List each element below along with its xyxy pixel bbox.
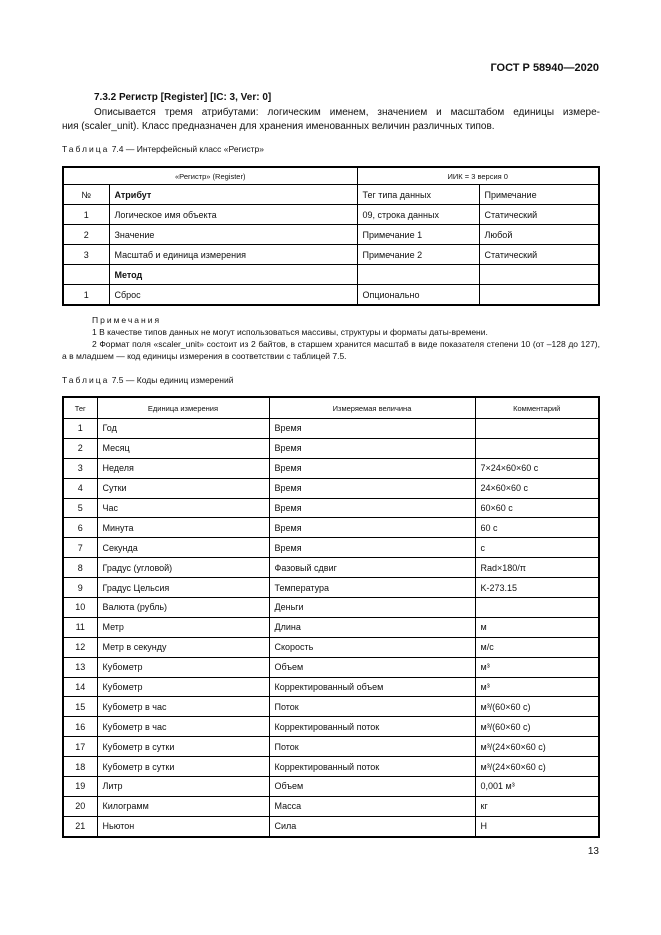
table-cell: 7×24×60×60 с [475, 458, 599, 478]
table-cell: Объем [269, 657, 475, 677]
table-cell: Кубометр [97, 677, 269, 697]
table-row [63, 777, 599, 797]
caption-label: Таблица [62, 375, 110, 385]
table-7-4 [62, 166, 600, 306]
table-cell [479, 265, 599, 285]
table-row [63, 205, 599, 225]
table-cell [63, 265, 109, 285]
table-row [63, 757, 599, 777]
method-label: Метод [109, 265, 357, 285]
table-cell: м³/(24×60×60 с) [475, 737, 599, 757]
section-title: 7.3.2 Регистр [Register] [IC: 3, Ver: 0] [94, 92, 272, 103]
section-paragraph [62, 106, 600, 134]
table-cell: 1 [63, 285, 109, 306]
table-cell: Килограмм [97, 796, 269, 816]
table-cell: Объем [269, 777, 475, 797]
table-cell: Час [97, 498, 269, 518]
table-cell: 6 [63, 518, 97, 538]
column-header: Измеряемая величина [269, 397, 475, 419]
column-header: Единица измерения [97, 397, 269, 419]
table-cell: Сброс [109, 285, 357, 306]
table-cell: м³/(60×60 с) [475, 717, 599, 737]
table-row [63, 717, 599, 737]
table-cell: Скорость [269, 637, 475, 657]
table-cell: Сила [269, 816, 475, 836]
table-cell: 2 [63, 438, 97, 458]
table-cell: Значение [109, 225, 357, 245]
table-cell: Корректированный поток [269, 717, 475, 737]
table-cell: 24×60×60 с [475, 478, 599, 498]
table-cell: Фазовый сдвиг [269, 558, 475, 578]
table-cell: м [475, 617, 599, 637]
table-row [63, 245, 599, 265]
table-cell: Температура [269, 578, 475, 598]
table-cell: Год [97, 419, 269, 439]
table-cell: 18 [63, 757, 97, 777]
table-cell: Время [269, 458, 475, 478]
table-row [63, 558, 599, 578]
table-cell: Время [269, 478, 475, 498]
table-7-4-class-header: «Регистр» (Register) [63, 167, 357, 185]
table-cell: Метр в секунду [97, 637, 269, 657]
table-cell: Ньютон [97, 816, 269, 836]
table-cell: 10 [63, 598, 97, 618]
table-cell: 60×60 с [475, 498, 599, 518]
table-header-row [63, 397, 599, 419]
table-cell: Валюта (рубль) [97, 598, 269, 618]
table-cell: 14 [63, 677, 97, 697]
table-cell: 13 [63, 657, 97, 677]
table-cell: 19 [63, 777, 97, 797]
table-cell: 21 [63, 816, 97, 836]
table-cell: м³ [475, 657, 599, 677]
table-row [63, 657, 599, 677]
table-cell [479, 285, 599, 306]
table-cell: Статический [479, 245, 599, 265]
table-7-5-caption [62, 375, 233, 385]
table-row [63, 737, 599, 757]
table-row [63, 617, 599, 637]
table-row [63, 598, 599, 618]
table-cell: Длина [269, 617, 475, 637]
table-cell: Примечание 2 [357, 245, 479, 265]
table-cell: с [475, 538, 599, 558]
table-row [63, 518, 599, 538]
table-cell: 3 [63, 458, 97, 478]
page-number: 13 [587, 846, 599, 857]
table-cell: Время [269, 538, 475, 558]
table-cell [357, 265, 479, 285]
table-cell: 2 [63, 225, 109, 245]
table-cell: кг [475, 796, 599, 816]
table-cell: Кубометр в час [97, 717, 269, 737]
table-cell: 20 [63, 796, 97, 816]
table-cell [475, 598, 599, 618]
table-cell: Корректированный поток [269, 757, 475, 777]
table-cell: Кубометр в час [97, 697, 269, 717]
table-cell: Метр [97, 617, 269, 637]
table-cell: Масса [269, 796, 475, 816]
table-cell: Статический [479, 205, 599, 225]
table-cell: Литр [97, 777, 269, 797]
caption-text: 7.5 — Коды единиц измерений [111, 375, 234, 385]
table-row [63, 185, 599, 205]
table-cell: 60 с [475, 518, 599, 538]
column-header: Атрибут [109, 185, 357, 205]
table-cell: 8 [63, 558, 97, 578]
table-cell [475, 438, 599, 458]
table-cell: 0,001 м³ [475, 777, 599, 797]
table-cell: Минута [97, 518, 269, 538]
table-cell: Кубометр в сутки [97, 737, 269, 757]
table-row [63, 498, 599, 518]
table-cell: Время [269, 438, 475, 458]
table-cell: Градус Цельсия [97, 578, 269, 598]
caption-text: 7.4 — Интерфейсный класс «Регистр» [111, 144, 264, 154]
table-cell: Любой [479, 225, 599, 245]
column-header: № [63, 185, 109, 205]
table-row [63, 265, 599, 285]
notes-block [62, 314, 600, 362]
table-cell: K-273.15 [475, 578, 599, 598]
table-cell: Опционально [357, 285, 479, 306]
table-cell: 7 [63, 538, 97, 558]
table-cell: 9 [63, 578, 97, 598]
table-cell: Логическое имя объекта [109, 205, 357, 225]
table-row [63, 637, 599, 657]
table-cell: Rad×180/π [475, 558, 599, 578]
note-1: 1 В качестве типов данных не могут использоваться массивы, структуры и форматы даты-времени. [92, 327, 488, 337]
table-cell: 1 [63, 205, 109, 225]
table-cell: Градус (угловой) [97, 558, 269, 578]
table-row [63, 438, 599, 458]
table-cell: Неделя [97, 458, 269, 478]
table-cell: Примечание 1 [357, 225, 479, 245]
table-row [63, 458, 599, 478]
column-header: Комментарий [475, 397, 599, 419]
table-cell: Масштаб и единица измерения [109, 245, 357, 265]
table-cell: 15 [63, 697, 97, 717]
table-cell: 16 [63, 717, 97, 737]
column-header: Тег типа данных [357, 185, 479, 205]
table-7-5 [62, 396, 600, 838]
table-row [63, 478, 599, 498]
table-cell: Кубометр [97, 657, 269, 677]
paragraph-line-1: Описывается тремя атрибутами: логическим именем, значением и масштабом единицы измере- [94, 107, 600, 118]
table-cell: 1 [63, 419, 97, 439]
table-cell: Н [475, 816, 599, 836]
table-cell: Месяц [97, 438, 269, 458]
table-cell: м³/(24×60×60 с) [475, 757, 599, 777]
table-row [63, 285, 599, 306]
table-row [63, 538, 599, 558]
table-row [63, 796, 599, 816]
table-cell: Сутки [97, 478, 269, 498]
table-7-4-caption [62, 144, 264, 154]
table-cell: Время [269, 498, 475, 518]
table-row [63, 697, 599, 717]
table-cell: 11 [63, 617, 97, 637]
table-row [63, 225, 599, 245]
table-cell: Поток [269, 737, 475, 757]
table-cell [475, 419, 599, 439]
table-cell: 4 [63, 478, 97, 498]
table-row [63, 816, 599, 836]
table-cell: Время [269, 419, 475, 439]
column-header: Примечание [479, 185, 599, 205]
table-cell: 3 [63, 245, 109, 265]
table-cell: Время [269, 518, 475, 538]
table-cell: Секунда [97, 538, 269, 558]
paragraph-line-2: ния (scaler_unit). Класс предназначен для хранения именованных величин различных типов. [62, 121, 495, 132]
table-cell: м/с [475, 637, 599, 657]
column-header: Тег [63, 397, 97, 419]
table-cell: Кубометр в сутки [97, 757, 269, 777]
notes-title: Примечания [92, 315, 162, 325]
table-cell: м³/(60×60 с) [475, 697, 599, 717]
table-row [63, 419, 599, 439]
table-cell: м³ [475, 677, 599, 697]
note-2: 2 Формат поля «scaler_unit» состоит из 2 байтов, в старшем хранится масштаб в виде показателя степени 10 (от –128 до 127), а в младшем — код единицы измерения в соответствии с таблицей 7.5. [62, 339, 600, 361]
table-7-4-version-header: ИИК = 3 версия 0 [357, 167, 599, 185]
table-row [63, 578, 599, 598]
table-row [63, 677, 599, 697]
table-cell: Корректированный объем [269, 677, 475, 697]
table-cell: 09, строка данных [357, 205, 479, 225]
table-cell: Поток [269, 697, 475, 717]
table-cell: Деньги [269, 598, 475, 618]
caption-label: Таблица [62, 144, 110, 154]
table-cell: 5 [63, 498, 97, 518]
table-cell: 17 [63, 737, 97, 757]
table-cell: 12 [63, 637, 97, 657]
document-code: ГОСТ Р 58940—2020 [490, 62, 599, 74]
